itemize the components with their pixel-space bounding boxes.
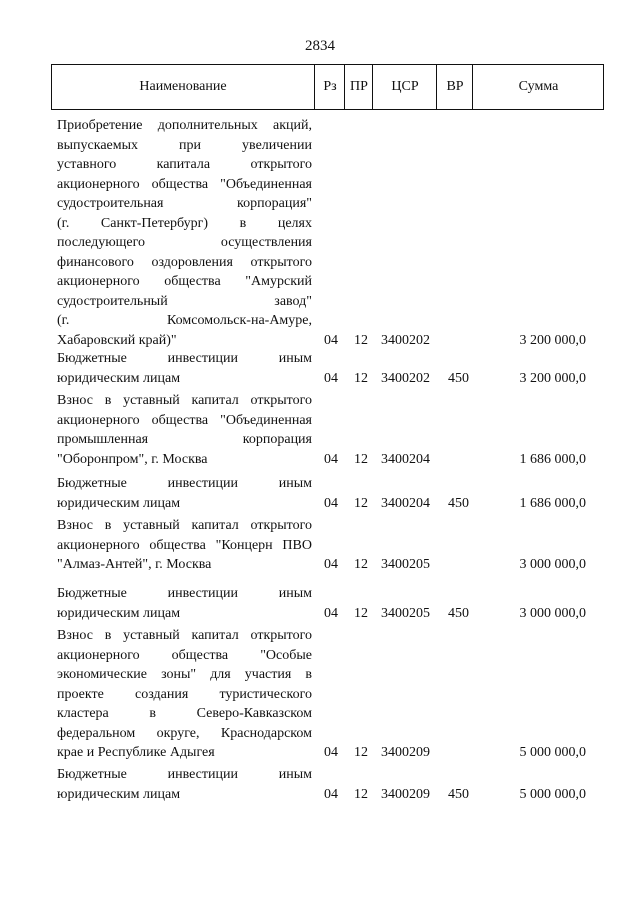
row-name bbox=[57, 474, 312, 513]
row-sum: 1 686 000,0 bbox=[519, 495, 586, 511]
row-name-line: Бюджетные инвестиции иным bbox=[57, 476, 312, 491]
row-name-line: проекте создания туристического bbox=[57, 686, 312, 702]
row-vr: 450 bbox=[448, 370, 469, 386]
row-name bbox=[57, 765, 312, 804]
row-sum: 3 000 000,0 bbox=[519, 557, 586, 572]
header-pr: ПР bbox=[344, 65, 373, 109]
row-name-line: акционерного общества "Особые bbox=[57, 647, 312, 663]
row-csr: 3400209 bbox=[381, 786, 430, 802]
row-name-line: Бюджетные инвестиции иным bbox=[57, 767, 312, 782]
row-sum: 3 200 000,0 bbox=[519, 370, 586, 386]
row-rz: 04 bbox=[324, 786, 338, 802]
row-name-line: акционерного общества "Концерн ПВО bbox=[57, 537, 312, 553]
row-rz: 04 bbox=[324, 745, 338, 760]
row-name-line: юридическим лицам bbox=[57, 495, 181, 511]
row-name bbox=[57, 584, 312, 623]
row-rz: 04 bbox=[324, 495, 338, 511]
row-name-line: промышленная корпорация bbox=[57, 432, 312, 447]
row-sum: 5 000 000,0 bbox=[519, 745, 586, 760]
row-name-line: "Оборонпром", г. Москва bbox=[57, 451, 208, 467]
row-name-line: выпускаемых при увеличении bbox=[57, 137, 312, 153]
row-name-line: Взнос в уставный капитал открытого bbox=[57, 518, 312, 533]
row-name-line: Бюджетные инвестиции иным bbox=[57, 351, 312, 366]
row-csr: 3400205 bbox=[381, 557, 430, 572]
row-name-line: судостроительная корпорация" bbox=[57, 196, 312, 211]
row-pr: 12 bbox=[354, 451, 368, 467]
row-name-line: судостроительный завод" bbox=[57, 293, 312, 309]
row-name-line: (г. Комсомольск-на-Амуре, bbox=[57, 313, 312, 328]
row-name bbox=[57, 516, 312, 575]
row-name bbox=[57, 626, 312, 763]
row-name-line: последующего осуществления bbox=[57, 235, 312, 250]
row-name-line: юридическим лицам bbox=[57, 370, 181, 386]
row-pr: 12 bbox=[354, 557, 368, 572]
row-vr: 450 bbox=[448, 605, 469, 621]
row-name-line: экономические зоны" для участия в bbox=[57, 667, 312, 682]
row-name-line: (г. Санкт-Петербург) в целях bbox=[57, 215, 312, 231]
row-pr: 12 bbox=[354, 745, 368, 760]
header-sum: Сумма bbox=[472, 65, 604, 109]
row-csr: 3400209 bbox=[381, 745, 430, 760]
row-rz: 04 bbox=[324, 557, 338, 572]
row-rz: 04 bbox=[324, 332, 338, 348]
row-name-line: Хабаровский край)" bbox=[57, 332, 177, 348]
row-vr: 450 bbox=[448, 495, 469, 511]
row-pr: 12 bbox=[354, 605, 368, 621]
header-name: Наименование bbox=[139, 79, 227, 94]
row-name-line: акционерного общества "Объединенная bbox=[57, 412, 312, 428]
row-name bbox=[57, 391, 312, 469]
row-pr: 12 bbox=[354, 370, 368, 386]
row-rz: 04 bbox=[324, 370, 338, 386]
row-name-line: "Алмаз-Антей", г. Москва bbox=[57, 557, 212, 572]
row-sum: 3 200 000,0 bbox=[519, 332, 586, 348]
row-pr: 12 bbox=[354, 786, 368, 802]
row-name-line: финансового оздоровления открытого bbox=[57, 254, 312, 270]
header-vr: ВР bbox=[436, 65, 473, 109]
row-rz: 04 bbox=[324, 605, 338, 621]
header-csr: ЦСР bbox=[372, 65, 437, 109]
row-name-line: кластера в Северо-Кавказском bbox=[57, 706, 312, 721]
row-name-line: юридическим лицам bbox=[57, 786, 181, 802]
row-pr: 12 bbox=[354, 495, 368, 511]
row-name-line: Взнос в уставный капитал открытого bbox=[57, 628, 312, 643]
row-name bbox=[57, 116, 312, 350]
row-name-line: Бюджетные инвестиции иным bbox=[57, 586, 312, 601]
row-csr: 3400204 bbox=[381, 451, 430, 467]
row-name-line: акционерного общества "Амурский bbox=[57, 274, 312, 289]
row-name bbox=[57, 349, 312, 388]
row-sum: 3 000 000,0 bbox=[519, 605, 586, 621]
page-number: 2834 bbox=[305, 38, 335, 54]
row-vr: 450 bbox=[448, 786, 469, 802]
row-name-line: федеральном округе, Краснодарском bbox=[57, 725, 312, 741]
row-rz: 04 bbox=[324, 451, 338, 467]
row-csr: 3400205 bbox=[381, 605, 430, 621]
row-name-line: юридическим лицам bbox=[57, 605, 181, 621]
row-sum: 5 000 000,0 bbox=[519, 786, 586, 802]
row-csr: 3400202 bbox=[381, 370, 430, 386]
row-name-line: уставного капитала открытого bbox=[57, 157, 312, 172]
row-sum: 1 686 000,0 bbox=[519, 451, 586, 467]
row-pr: 12 bbox=[354, 332, 368, 348]
row-csr: 3400204 bbox=[381, 495, 430, 511]
row-name-line: Взнос в уставный капитал открытого bbox=[57, 393, 312, 408]
header-rz: Рз bbox=[314, 65, 345, 109]
row-name-line: крае и Республике Адыгея bbox=[57, 745, 215, 760]
row-csr: 3400202 bbox=[381, 332, 430, 348]
row-name-line: акционерного общества "Объединенная bbox=[57, 176, 312, 192]
row-name-line: Приобретение дополнительных акций, bbox=[57, 118, 312, 133]
table-header bbox=[51, 64, 604, 110]
